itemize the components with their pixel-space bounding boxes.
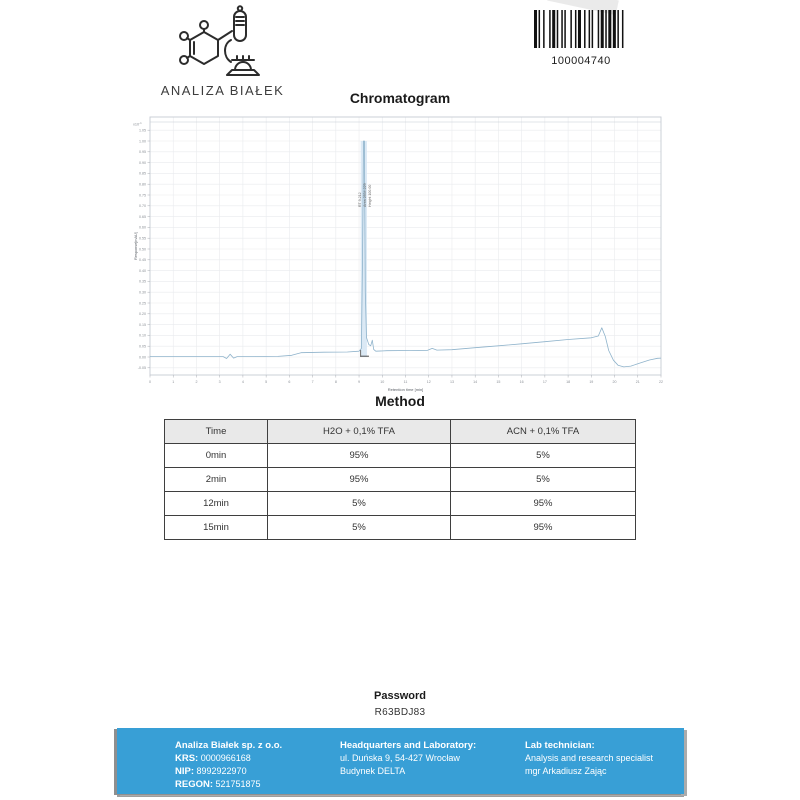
svg-text:0.50: 0.50	[139, 247, 146, 252]
footer	[117, 728, 684, 794]
method-table-cell: 15min	[165, 516, 268, 540]
technician-name: mgr Arkadiusz Zając	[525, 766, 607, 776]
svg-text:16: 16	[519, 380, 524, 384]
company-krs: KRS: 0000966168	[175, 753, 251, 764]
method-table-cell: 2min	[165, 468, 268, 492]
x-axis-title: Retention time [min]	[387, 387, 424, 392]
barcode-image	[534, 10, 628, 48]
svg-text:0.70: 0.70	[139, 204, 146, 209]
svg-text:21: 21	[635, 380, 640, 384]
barcode	[533, 10, 629, 67]
method-table-cell: 5%	[451, 444, 636, 468]
svg-text:6: 6	[288, 380, 291, 384]
method-table-cell: 0min	[165, 444, 268, 468]
method-section-title: Method	[375, 393, 425, 409]
svg-text:0: 0	[149, 380, 151, 384]
svg-text:1.00: 1.00	[139, 139, 146, 144]
svg-text:0.00: 0.00	[139, 355, 146, 360]
svg-text:0.05: 0.05	[139, 344, 146, 349]
headquarters-address: ul. Duńska 9, 54-427 Wrocław	[340, 753, 460, 763]
microscope-molecule-icon	[177, 4, 269, 76]
svg-text:19: 19	[589, 380, 594, 384]
svg-text:0.35: 0.35	[139, 279, 146, 284]
method-table-cell: 95%	[268, 468, 451, 492]
method-table-body	[165, 444, 636, 540]
svg-text:0.85: 0.85	[139, 171, 146, 176]
method-table-row	[165, 516, 636, 540]
svg-text:8: 8	[334, 380, 337, 384]
password-value: R63BDJ83	[374, 707, 426, 718]
svg-text:2: 2	[195, 380, 198, 384]
method-table-header-cell: H2O + 0,1% TFA	[268, 420, 451, 444]
svg-text:0.60: 0.60	[139, 225, 146, 230]
method-table-row	[165, 492, 636, 516]
method-table-cell: 95%	[451, 516, 636, 540]
svg-text:0.95: 0.95	[139, 150, 146, 155]
y-axis-title: Response[mAU]	[134, 232, 138, 260]
svg-text:-0.05: -0.05	[137, 366, 146, 371]
svg-text:18: 18	[566, 380, 571, 384]
footer-company-block	[175, 739, 282, 791]
svg-text:4: 4	[241, 380, 244, 384]
svg-text:0.75: 0.75	[139, 193, 146, 198]
svg-text:13: 13	[449, 380, 454, 384]
company-nip: NIP: 8992922970	[175, 766, 247, 777]
svg-text:RT 9.212: RT 9.212	[358, 192, 363, 207]
method-table-cell: 95%	[451, 492, 636, 516]
svg-text:0.15: 0.15	[139, 322, 146, 327]
y-axis-multiplier: $x10^{-1}$	[133, 121, 142, 127]
technician-title: Lab technician:	[525, 740, 595, 751]
svg-text:Area 2834.229: Area 2834.229	[363, 183, 367, 207]
svg-text:0.80: 0.80	[139, 182, 146, 187]
method-table-row	[165, 468, 636, 492]
svg-text:0.20: 0.20	[139, 312, 146, 317]
svg-text:0.30: 0.30	[139, 290, 146, 295]
method-table-head	[165, 420, 636, 444]
svg-text:Height 100.00: Height 100.00	[367, 184, 372, 207]
method-table-cell: 5%	[451, 468, 636, 492]
svg-text:17: 17	[542, 380, 547, 384]
company-regon: REGON: 521751875	[175, 779, 261, 790]
headquarters-building: Budynek DELTA	[340, 766, 406, 776]
method-table-row	[165, 444, 636, 468]
chromatogram-section-title: Chromatogram	[349, 90, 451, 106]
svg-text:22: 22	[659, 380, 663, 384]
svg-text:10: 10	[380, 380, 385, 384]
svg-text:1.05: 1.05	[139, 128, 146, 133]
company-logo	[150, 4, 295, 98]
footer-headquarters-block	[340, 739, 476, 778]
method-table-header-cell: Time	[165, 420, 268, 444]
svg-text:14: 14	[473, 380, 478, 384]
method-table-cell: 5%	[268, 516, 451, 540]
technician-role: Analysis and research specialist	[525, 753, 654, 763]
svg-text:20: 20	[612, 380, 617, 384]
method-table-cell: 5%	[268, 492, 451, 516]
method-table-cell: 12min	[165, 492, 268, 516]
svg-text:0.65: 0.65	[139, 214, 146, 219]
svg-text:0.40: 0.40	[139, 268, 146, 273]
method-table-cell: 95%	[268, 444, 451, 468]
svg-text:5: 5	[265, 380, 268, 384]
svg-text:0.25: 0.25	[139, 301, 146, 306]
method-table-header-cell: ACN + 0,1% TFA	[451, 420, 636, 444]
svg-text:15: 15	[496, 380, 501, 384]
company-name: Analiza Białek sp. z o.o.	[175, 740, 283, 751]
svg-text:0.45: 0.45	[139, 258, 146, 263]
svg-text:12: 12	[426, 380, 431, 384]
logo-text: ANALIZA BIAŁEK	[160, 83, 285, 98]
footer-technician-block	[525, 739, 653, 778]
svg-text:0.90: 0.90	[139, 160, 146, 165]
password-label: Password	[374, 690, 426, 702]
svg-text:1: 1	[172, 380, 175, 384]
svg-text:0.10: 0.10	[139, 333, 146, 338]
svg-text:11: 11	[403, 380, 408, 384]
barcode-number: 100004740	[551, 55, 611, 67]
svg-text:7: 7	[311, 380, 314, 384]
svg-text:3: 3	[218, 380, 221, 384]
svg-text:9: 9	[358, 380, 361, 384]
headquarters-title: Headquarters and Laboratory:	[340, 740, 477, 751]
method-table	[164, 419, 636, 540]
chromatogram-chart	[118, 110, 678, 402]
svg-text:0.55: 0.55	[139, 236, 146, 241]
